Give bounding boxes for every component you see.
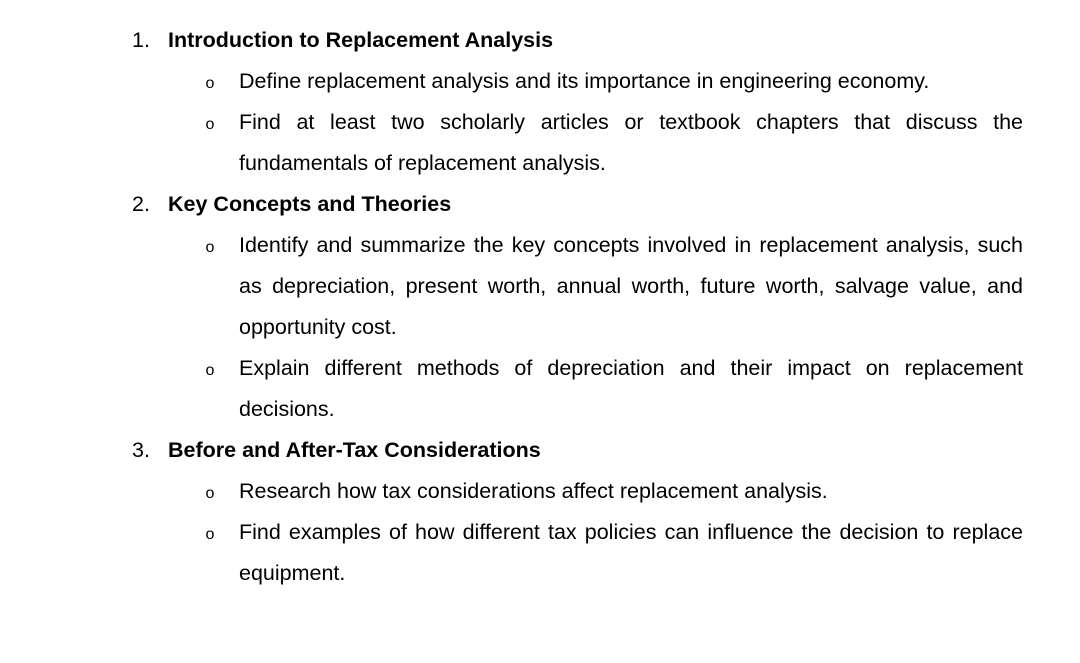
list-item-text: Explain different methods of depreciation and their impact on replacement decisions. bbox=[239, 356, 1023, 421]
section-introduction bbox=[0, 20, 1080, 184]
list-item-text: Research how tax considerations affect replacement analysis. bbox=[239, 479, 828, 503]
list-item-text: Define replacement analysis and its importance in engineering economy. bbox=[239, 69, 930, 93]
section-heading bbox=[0, 184, 1080, 225]
document-body bbox=[0, 20, 1080, 594]
list-item-text: Find examples of how different tax policies can influence the decision to replace equipment. bbox=[239, 520, 1023, 585]
list-item bbox=[0, 61, 1023, 102]
section-title: Before and After-Tax Considerations bbox=[168, 438, 541, 462]
section-heading bbox=[0, 20, 1080, 61]
bullet-icon: o bbox=[205, 362, 215, 379]
section-number: 2. bbox=[132, 192, 150, 216]
section-title: Key Concepts and Theories bbox=[168, 192, 452, 216]
list-item bbox=[0, 348, 1023, 430]
list-item bbox=[0, 102, 1023, 184]
bullet-icon: o bbox=[205, 239, 215, 256]
bullet-icon: o bbox=[205, 485, 215, 502]
list-item-text: Find at least two scholarly articles or textbook chapters that discuss the fundamentals of replacement analysis. bbox=[239, 110, 1023, 175]
bullet-icon: o bbox=[205, 75, 215, 92]
section-heading bbox=[0, 430, 1080, 471]
list-item bbox=[0, 512, 1023, 594]
section-number: 3. bbox=[132, 438, 150, 462]
bullet-icon: o bbox=[205, 526, 215, 543]
section-tax-considerations bbox=[0, 430, 1080, 594]
section-key-concepts bbox=[0, 184, 1080, 430]
section-number: 1. bbox=[132, 28, 150, 52]
section-title: Introduction to Replacement Analysis bbox=[168, 28, 554, 52]
list-item bbox=[0, 225, 1023, 348]
list-item bbox=[0, 471, 1023, 512]
bullet-icon: o bbox=[205, 116, 215, 133]
list-item-text: Identify and summarize the key concepts involved in replacement analysis, such as depreciation, present worth, annual worth, future worth, salvage value, and opportunity cost. bbox=[239, 233, 1023, 339]
